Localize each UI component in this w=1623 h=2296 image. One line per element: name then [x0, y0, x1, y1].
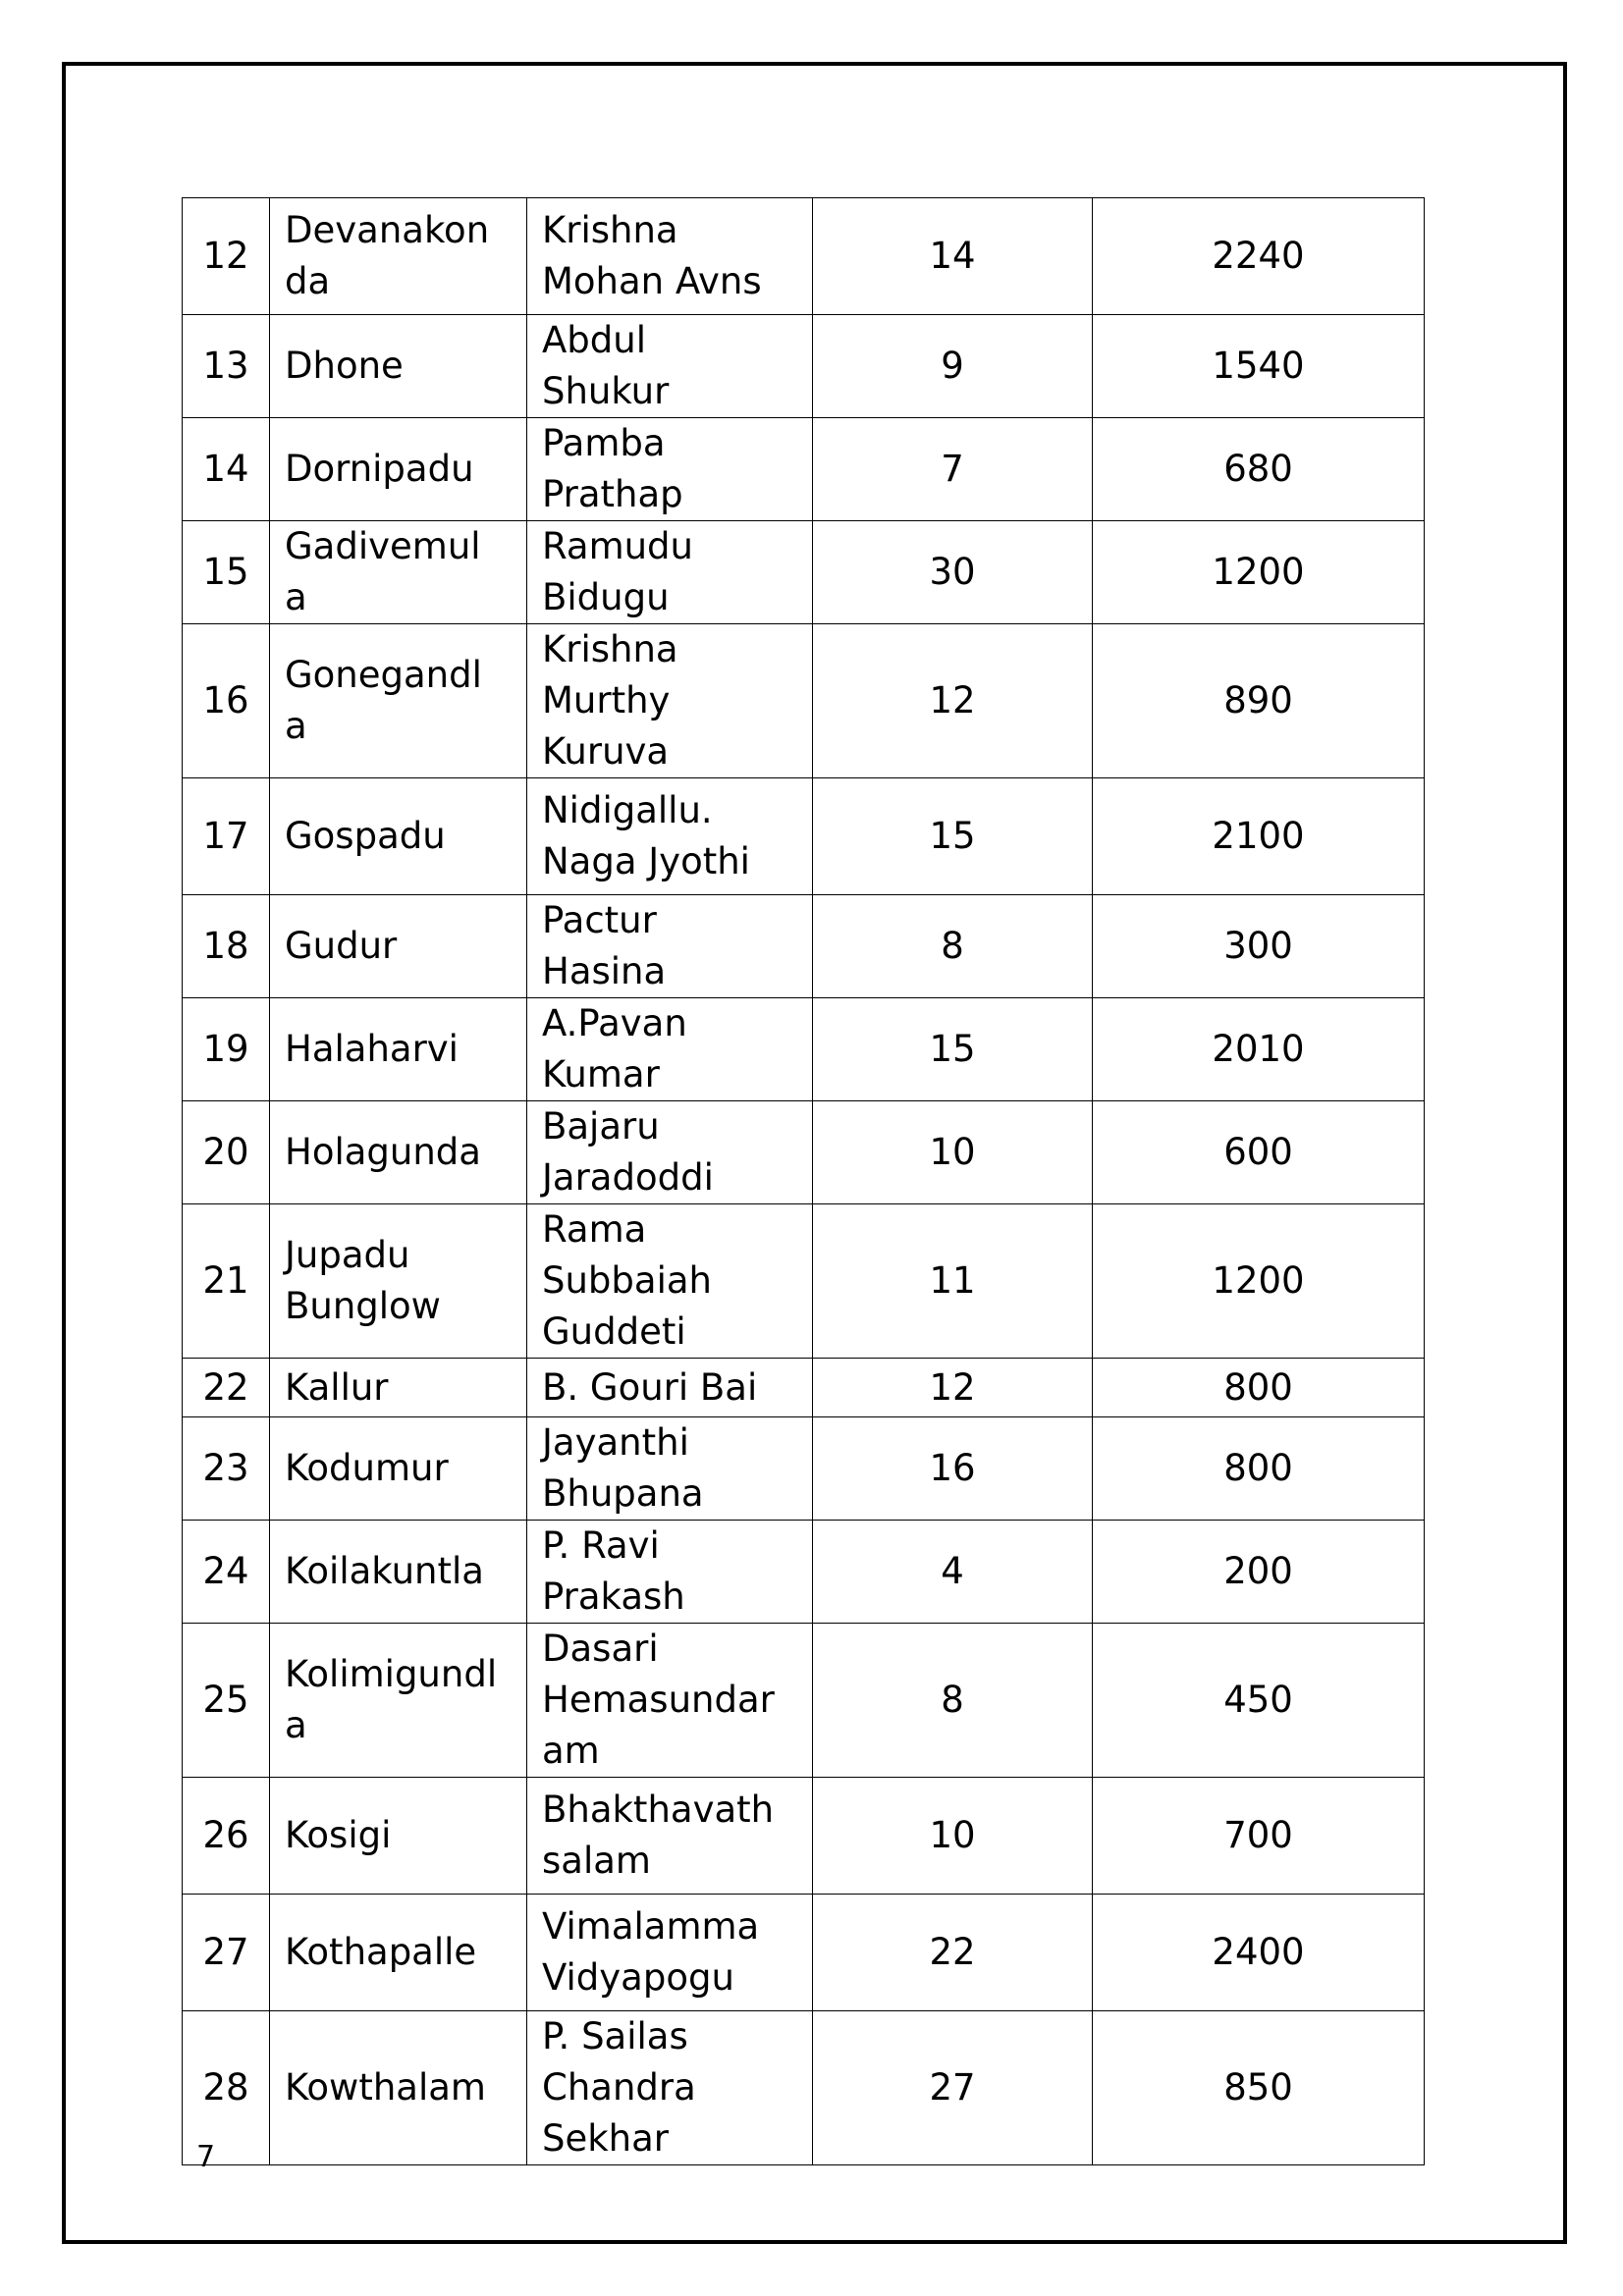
name-cell: Pamba Prathap [527, 418, 813, 521]
total-cell: 1200 [1093, 1204, 1425, 1359]
total-cell: 1200 [1093, 521, 1425, 624]
total-cell: 200 [1093, 1521, 1425, 1624]
count-cell: 4 [813, 1521, 1093, 1624]
name-cell: Jayanthi Bhupana [527, 1417, 813, 1521]
total-cell: 700 [1093, 1778, 1425, 1895]
table-row [183, 778, 1425, 895]
name-cell: Ramudu Bidugu [527, 521, 813, 624]
mandal-cell: Devanakon da [270, 198, 527, 315]
count-cell: 8 [813, 895, 1093, 998]
count-cell: 14 [813, 198, 1093, 315]
mandal-cell: Kallur [270, 1359, 527, 1417]
serial-number-cell: 23 [183, 1417, 270, 1521]
count-cell: 7 [813, 418, 1093, 521]
table-row [183, 1417, 1425, 1521]
total-cell: 800 [1093, 1359, 1425, 1417]
table-row [183, 624, 1425, 778]
table-row [183, 1204, 1425, 1359]
total-cell: 890 [1093, 624, 1425, 778]
mandal-cell: Jupadu Bunglow [270, 1204, 527, 1359]
name-cell: Krishna Mohan Avns [527, 198, 813, 315]
name-cell: Dasari Hemasundar am [527, 1624, 813, 1778]
serial-number-cell: 24 [183, 1521, 270, 1624]
count-cell: 15 [813, 778, 1093, 895]
name-cell: Bhakthavath salam [527, 1778, 813, 1895]
serial-number-cell: 15 [183, 521, 270, 624]
serial-number-cell: 16 [183, 624, 270, 778]
mandal-cell: Kowthalam [270, 2011, 527, 2165]
mandal-cell: Kosigi [270, 1778, 527, 1895]
mandal-cell: Koilakuntla [270, 1521, 527, 1624]
count-cell: 10 [813, 1778, 1093, 1895]
mandal-cell: Dhone [270, 315, 527, 418]
name-cell: B. Gouri Bai [527, 1359, 813, 1417]
total-cell: 2100 [1093, 778, 1425, 895]
total-cell: 680 [1093, 418, 1425, 521]
total-cell: 600 [1093, 1101, 1425, 1204]
total-cell: 2240 [1093, 198, 1425, 315]
table-row [183, 1778, 1425, 1895]
name-cell: A.Pavan Kumar [527, 998, 813, 1101]
count-cell: 15 [813, 998, 1093, 1101]
table-row [183, 1895, 1425, 2011]
mandal-cell: Gonegandl a [270, 624, 527, 778]
mandal-cell: Gadivemul a [270, 521, 527, 624]
total-cell: 450 [1093, 1624, 1425, 1778]
serial-number-cell: 17 [183, 778, 270, 895]
table-row [183, 198, 1425, 315]
serial-number-cell: 14 [183, 418, 270, 521]
table-row [183, 1521, 1425, 1624]
name-cell: Rama Subbaiah Guddeti [527, 1204, 813, 1359]
count-cell: 22 [813, 1895, 1093, 2011]
table-row [183, 1624, 1425, 1778]
mandal-cell: Holagunda [270, 1101, 527, 1204]
serial-number-cell: 12 [183, 198, 270, 315]
name-cell: Nidigallu. Naga Jyothi [527, 778, 813, 895]
serial-number-cell: 21 [183, 1204, 270, 1359]
serial-number-cell: 22 [183, 1359, 270, 1417]
serial-number-cell: 28 [183, 2011, 270, 2165]
total-cell: 2400 [1093, 1895, 1425, 2011]
serial-number-cell: 26 [183, 1778, 270, 1895]
count-cell: 27 [813, 2011, 1093, 2165]
total-cell: 1540 [1093, 315, 1425, 418]
page-number: 7 [196, 2140, 216, 2174]
mandal-cell: Halaharvi [270, 998, 527, 1101]
mandal-cell: Gospadu [270, 778, 527, 895]
count-cell: 16 [813, 1417, 1093, 1521]
name-cell: Pactur Hasina [527, 895, 813, 998]
serial-number-cell: 27 [183, 1895, 270, 2011]
count-cell: 8 [813, 1624, 1093, 1778]
table-row [183, 315, 1425, 418]
total-cell: 850 [1093, 2011, 1425, 2165]
table-body [183, 198, 1425, 2165]
table-row [183, 1359, 1425, 1417]
serial-number-cell: 18 [183, 895, 270, 998]
table-row [183, 2011, 1425, 2165]
serial-number-cell: 25 [183, 1624, 270, 1778]
data-table [182, 197, 1425, 2165]
total-cell: 2010 [1093, 998, 1425, 1101]
table-row [183, 1101, 1425, 1204]
name-cell: P. Sailas Chandra Sekhar [527, 2011, 813, 2165]
mandal-cell: Gudur [270, 895, 527, 998]
name-cell: Bajaru Jaradoddi [527, 1101, 813, 1204]
table-row [183, 418, 1425, 521]
mandal-cell: Dornipadu [270, 418, 527, 521]
total-cell: 800 [1093, 1417, 1425, 1521]
mandal-cell: Kothapalle [270, 1895, 527, 2011]
serial-number-cell: 20 [183, 1101, 270, 1204]
name-cell: Abdul Shukur [527, 315, 813, 418]
name-cell: P. Ravi Prakash [527, 1521, 813, 1624]
count-cell: 9 [813, 315, 1093, 418]
count-cell: 11 [813, 1204, 1093, 1359]
count-cell: 12 [813, 624, 1093, 778]
name-cell: Vimalamma Vidyapogu [527, 1895, 813, 2011]
mandal-cell: Kolimigundl a [270, 1624, 527, 1778]
table-row [183, 998, 1425, 1101]
count-cell: 30 [813, 521, 1093, 624]
count-cell: 10 [813, 1101, 1093, 1204]
total-cell: 300 [1093, 895, 1425, 998]
name-cell: Krishna Murthy Kuruva [527, 624, 813, 778]
mandal-cell: Kodumur [270, 1417, 527, 1521]
table-row [183, 521, 1425, 624]
table-row [183, 895, 1425, 998]
serial-number-cell: 19 [183, 998, 270, 1101]
serial-number-cell: 13 [183, 315, 270, 418]
count-cell: 12 [813, 1359, 1093, 1417]
